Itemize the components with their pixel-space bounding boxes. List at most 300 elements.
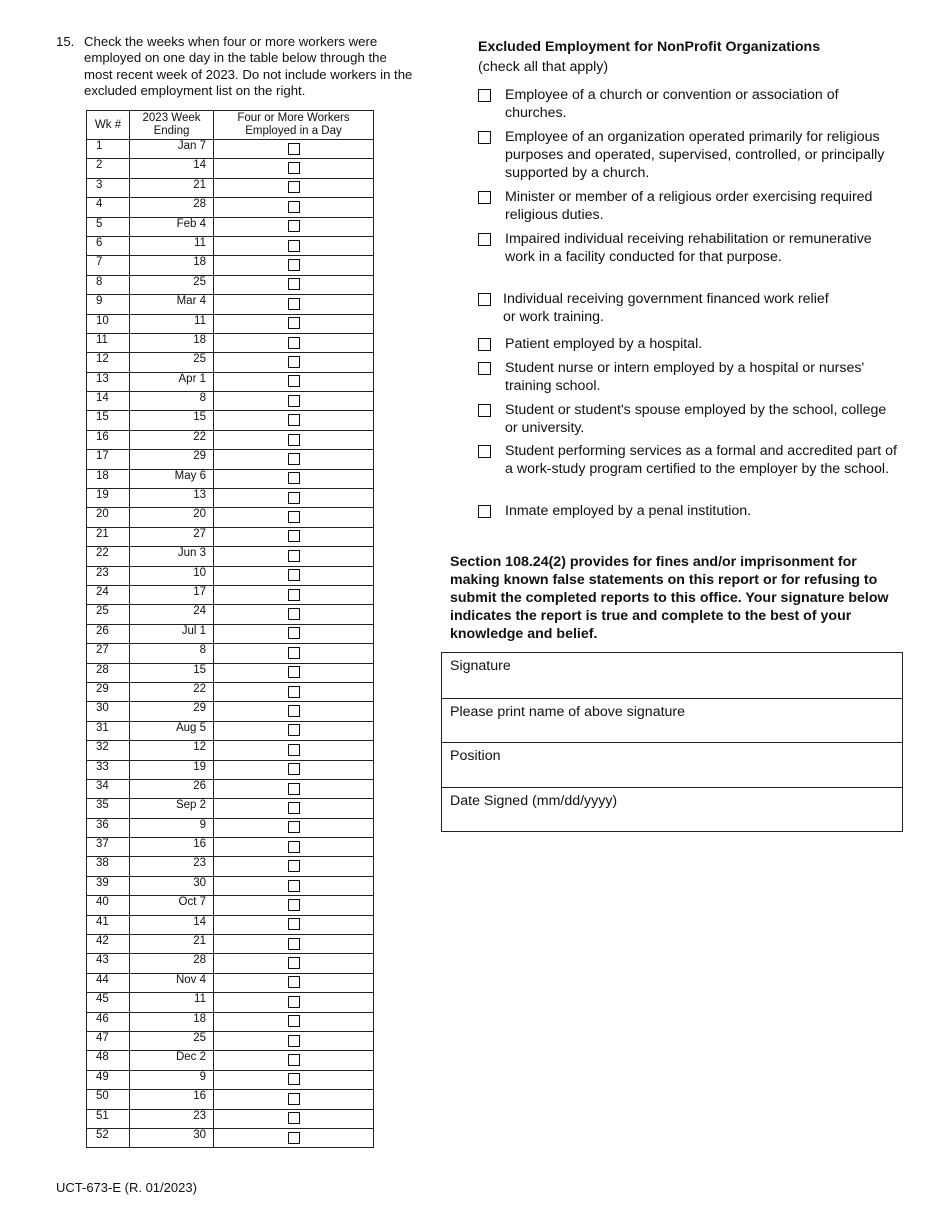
week-number: 28 — [87, 663, 130, 682]
week-number: 11 — [87, 333, 130, 352]
week-number: 4 — [87, 198, 130, 217]
week-ending-date: 12 — [130, 741, 214, 760]
week-ending-date: Nov 4 — [130, 973, 214, 992]
table-row — [87, 275, 374, 294]
week-checkbox-cell — [214, 295, 374, 314]
week-number: 10 — [87, 314, 130, 333]
week-checkbox-cell — [214, 198, 374, 217]
table-row — [87, 644, 374, 663]
week-checkbox-cell — [214, 333, 374, 352]
checkbox[interactable] — [288, 705, 300, 717]
table-row — [87, 857, 374, 876]
checkbox[interactable] — [288, 414, 300, 426]
week-number: 14 — [87, 392, 130, 411]
week-checkbox-cell — [214, 489, 374, 508]
week-number: 12 — [87, 353, 130, 372]
week-number: 18 — [87, 469, 130, 488]
week-ending-date: 19 — [130, 760, 214, 779]
week-checkbox-cell — [214, 896, 374, 915]
table-row — [87, 353, 374, 372]
signature-block — [441, 652, 903, 832]
table-row — [87, 702, 374, 721]
week-ending-date: 15 — [130, 411, 214, 430]
excluded-option-inmate — [478, 502, 898, 520]
week-checkbox-cell — [214, 721, 374, 740]
week-checkbox-cell — [214, 1090, 374, 1109]
week-ending-date: 14 — [130, 915, 214, 934]
week-number: 19 — [87, 489, 130, 508]
week-checkbox-cell — [214, 1109, 374, 1128]
week-checkbox-cell — [214, 450, 374, 469]
table-row — [87, 876, 374, 895]
excluded-employment-heading — [478, 38, 918, 76]
table-row — [87, 508, 374, 527]
week-ending-date: Oct 7 — [130, 896, 214, 915]
week-checkbox-cell — [214, 1070, 374, 1089]
week-number: 43 — [87, 954, 130, 973]
table-row — [87, 392, 374, 411]
week-checkbox-cell — [214, 547, 374, 566]
week-ending-date: 26 — [130, 779, 214, 798]
checkbox[interactable] — [478, 505, 491, 518]
week-ending-date: 9 — [130, 1070, 214, 1089]
week-number: 32 — [87, 741, 130, 760]
option-label: Student or student's spouse employed by the school, college or university. — [505, 402, 887, 436]
checkbox[interactable] — [288, 821, 300, 833]
option-label: Employee of an organization operated primarily for religious purposes and operated, supervised, controlled, or principally supported by a church. — [505, 129, 885, 181]
week-number: 35 — [87, 799, 130, 818]
checkbox[interactable] — [288, 162, 300, 174]
table-row — [87, 566, 374, 585]
checkbox[interactable] — [288, 802, 300, 814]
week-number: 6 — [87, 236, 130, 255]
checkbox[interactable] — [478, 293, 491, 306]
excluded-option-work-study — [478, 442, 898, 478]
week-checkbox-cell — [214, 935, 374, 954]
week-ending-date: 8 — [130, 392, 214, 411]
table-row — [87, 430, 374, 449]
checkbox[interactable] — [288, 1112, 300, 1124]
checkbox[interactable] — [288, 472, 300, 484]
checkbox[interactable] — [288, 181, 300, 193]
week-number: 13 — [87, 372, 130, 391]
table-row — [87, 682, 374, 701]
checkbox[interactable] — [288, 278, 300, 290]
week-ending-date: 10 — [130, 566, 214, 585]
week-number: 50 — [87, 1090, 130, 1109]
week-ending-date: 21 — [130, 178, 214, 197]
week-checkbox-cell — [214, 838, 374, 857]
checkbox[interactable] — [288, 453, 300, 465]
week-ending-date: Jul 1 — [130, 624, 214, 643]
table-row — [87, 469, 374, 488]
checkbox[interactable] — [478, 191, 491, 204]
checkbox[interactable] — [288, 608, 300, 620]
week-checkbox-cell — [214, 159, 374, 178]
week-checkbox-cell — [214, 915, 374, 934]
checkbox[interactable] — [288, 1015, 300, 1027]
week-checkbox-cell — [214, 799, 374, 818]
checkbox[interactable] — [478, 89, 491, 102]
week-number: 36 — [87, 818, 130, 837]
week-number: 29 — [87, 682, 130, 701]
week-checkbox-cell — [214, 1128, 374, 1147]
signature-field[interactable]: Signature — [450, 658, 511, 674]
week-checkbox-cell — [214, 392, 374, 411]
excluded-option-hospital-patient — [478, 335, 898, 353]
table-row — [87, 140, 374, 159]
week-ending-date: Jan 7 — [130, 140, 214, 159]
checkbox[interactable] — [288, 841, 300, 853]
week-number: 52 — [87, 1128, 130, 1147]
option-label: Student performing services as a formal and accredited part of a work-study program certified to the employer by the school. — [505, 443, 897, 477]
checkbox[interactable] — [288, 783, 300, 795]
week-ending-date: 17 — [130, 585, 214, 604]
table-row — [87, 1070, 374, 1089]
table-row — [87, 489, 374, 508]
checkbox[interactable] — [288, 627, 300, 639]
week-ending-date: 13 — [130, 489, 214, 508]
week-number: 20 — [87, 508, 130, 527]
week-number: 2 — [87, 159, 130, 178]
table-row — [87, 1012, 374, 1031]
week-checkbox-cell — [214, 256, 374, 275]
checkbox[interactable] — [288, 763, 300, 775]
table-row — [87, 527, 374, 546]
table-row — [87, 915, 374, 934]
week-checkbox-cell — [214, 469, 374, 488]
date-signed-field[interactable]: Date Signed (mm/dd/yyyy) — [442, 787, 902, 832]
week-number: 38 — [87, 857, 130, 876]
table-row — [87, 1128, 374, 1147]
week-checkbox-cell — [214, 682, 374, 701]
checkbox[interactable] — [288, 938, 300, 950]
week-number: 16 — [87, 430, 130, 449]
week-checkbox-cell — [214, 702, 374, 721]
excluded-title: Excluded Employment for NonProfit Organizations — [478, 39, 821, 55]
option-label: Employee of a church or convention or association of churches. — [505, 87, 839, 121]
table-row — [87, 799, 374, 818]
week-checkbox-cell — [214, 973, 374, 992]
week-ending-date: 23 — [130, 857, 214, 876]
table-row — [87, 217, 374, 236]
form-id-footer: UCT-673-E (R. 01/2023) — [56, 1180, 197, 1195]
checkbox[interactable] — [478, 338, 491, 351]
week-number: 23 — [87, 566, 130, 585]
checkbox[interactable] — [288, 337, 300, 349]
week-checkbox-cell — [214, 430, 374, 449]
week-ending-date: Sep 2 — [130, 799, 214, 818]
checkbox[interactable] — [288, 918, 300, 930]
checkbox[interactable] — [478, 233, 491, 246]
table-row — [87, 1031, 374, 1050]
week-number: 17 — [87, 450, 130, 469]
option-label: Minister or member of a religious order exercising required religious duties. — [505, 189, 873, 223]
week-number: 21 — [87, 527, 130, 546]
checkbox[interactable] — [288, 240, 300, 252]
excluded-subtitle: (check all that apply) — [478, 59, 609, 75]
checkbox[interactable] — [288, 395, 300, 407]
week-number: 40 — [87, 896, 130, 915]
excluded-option-religious-org — [478, 128, 898, 182]
week-number: 9 — [87, 295, 130, 314]
checkbox[interactable] — [288, 569, 300, 581]
checkbox[interactable] — [288, 724, 300, 736]
table-row — [87, 741, 374, 760]
option-label: Impaired individual receiving rehabilitation or remunerative work in a facility conducted for that purpose. — [505, 231, 872, 265]
week-checkbox-cell — [214, 954, 374, 973]
week-ending-date: 18 — [130, 333, 214, 352]
week-ending-date: 25 — [130, 275, 214, 294]
week-ending-date: 18 — [130, 1012, 214, 1031]
week-ending-date: 27 — [130, 527, 214, 546]
week-number: 25 — [87, 605, 130, 624]
week-ending-date: 24 — [130, 605, 214, 624]
week-checkbox-cell — [214, 217, 374, 236]
table-row — [87, 760, 374, 779]
checkbox[interactable] — [288, 1093, 300, 1105]
week-ending-date: 16 — [130, 1090, 214, 1109]
checkbox[interactable] — [288, 317, 300, 329]
table-row — [87, 896, 374, 915]
week-ending-date: Jun 3 — [130, 547, 214, 566]
week-ending-date: 25 — [130, 1031, 214, 1050]
excluded-option-work-relief — [478, 290, 838, 326]
checkbox[interactable] — [288, 1054, 300, 1066]
week-number: 37 — [87, 838, 130, 857]
table-row — [87, 838, 374, 857]
week-checkbox-cell — [214, 275, 374, 294]
header-wk: Wk # — [87, 111, 130, 140]
week-checkbox-cell — [214, 1051, 374, 1070]
table-row — [87, 993, 374, 1012]
week-checkbox-cell — [214, 663, 374, 682]
checkbox[interactable] — [478, 362, 491, 375]
checkbox[interactable] — [288, 259, 300, 271]
week-checkbox-cell — [214, 779, 374, 798]
checkbox[interactable] — [288, 1132, 300, 1144]
table-row — [87, 663, 374, 682]
week-checkbox-cell — [214, 818, 374, 837]
week-number: 42 — [87, 935, 130, 954]
legal-warning: Section 108.24(2) provides for fines and/or imprisonment for making known false statements on this report or for refusing to submit the completed reports to this office. Your signature below indicates the report is true and complete to the best of your knowledge and belief. — [450, 554, 889, 642]
week-number: 39 — [87, 876, 130, 895]
week-number: 49 — [87, 1070, 130, 1089]
header-week-ending: 2023 Week Ending — [130, 111, 214, 140]
week-checkbox-cell — [214, 508, 374, 527]
week-ending-date: Mar 4 — [130, 295, 214, 314]
week-number: 22 — [87, 547, 130, 566]
week-number: 34 — [87, 779, 130, 798]
week-number: 8 — [87, 275, 130, 294]
excluded-option-minister — [478, 188, 898, 224]
checkbox[interactable] — [288, 492, 300, 504]
week-checkbox-cell — [214, 566, 374, 585]
table-row — [87, 314, 374, 333]
week-number: 47 — [87, 1031, 130, 1050]
table-row — [87, 1109, 374, 1128]
checkbox[interactable] — [288, 1035, 300, 1047]
week-number: 3 — [87, 178, 130, 197]
table-row — [87, 411, 374, 430]
week-checkbox-cell — [214, 624, 374, 643]
table-row — [87, 585, 374, 604]
excluded-option-student-nurse — [478, 359, 868, 395]
question-text: Check the weeks when four or more workers were employed on one day in the table below through the most recent week of 2023. Do not include workers in the excluded employment list on the right. — [84, 34, 413, 99]
week-ending-date: 9 — [130, 818, 214, 837]
table-row — [87, 605, 374, 624]
checkbox[interactable] — [288, 220, 300, 232]
checkbox[interactable] — [478, 404, 491, 417]
week-number: 31 — [87, 721, 130, 740]
week-ending-date: 11 — [130, 993, 214, 1012]
week-ending-date: 21 — [130, 935, 214, 954]
checkbox[interactable] — [288, 143, 300, 155]
week-number: 46 — [87, 1012, 130, 1031]
week-ending-date: Aug 5 — [130, 721, 214, 740]
checkbox[interactable] — [288, 899, 300, 911]
week-number: 51 — [87, 1109, 130, 1128]
week-checkbox-cell — [214, 760, 374, 779]
checkbox[interactable] — [288, 530, 300, 542]
week-number: 1 — [87, 140, 130, 159]
printed-name-field[interactable]: Please print name of above signature — [442, 698, 902, 743]
week-ending-date: 22 — [130, 430, 214, 449]
week-number: 33 — [87, 760, 130, 779]
week-ending-date: 29 — [130, 702, 214, 721]
week-ending-date: 23 — [130, 1109, 214, 1128]
week-ending-date: 16 — [130, 838, 214, 857]
week-checkbox-cell — [214, 857, 374, 876]
checkbox[interactable] — [288, 511, 300, 523]
table-row — [87, 954, 374, 973]
table-row — [87, 159, 374, 178]
checkbox[interactable] — [288, 957, 300, 969]
week-ending-date: 18 — [130, 256, 214, 275]
table-row — [87, 547, 374, 566]
checkbox[interactable] — [288, 298, 300, 310]
table-row — [87, 1051, 374, 1070]
weeks-table — [86, 110, 374, 1148]
week-checkbox-cell — [214, 411, 374, 430]
checkbox[interactable] — [288, 666, 300, 678]
question-number: 15. — [56, 34, 75, 49]
week-ending-date: Dec 2 — [130, 1051, 214, 1070]
table-row — [87, 779, 374, 798]
checkbox[interactable] — [288, 1073, 300, 1085]
week-checkbox-cell — [214, 178, 374, 197]
week-number: 41 — [87, 915, 130, 934]
checkbox[interactable] — [288, 880, 300, 892]
table-row — [87, 935, 374, 954]
excluded-option-student-spouse — [478, 401, 888, 437]
checkbox[interactable] — [478, 131, 491, 144]
week-checkbox-cell — [214, 741, 374, 760]
checkbox[interactable] — [288, 550, 300, 562]
week-number: 44 — [87, 973, 130, 992]
weeks-table-header — [87, 111, 374, 140]
week-ending-date: 11 — [130, 236, 214, 255]
table-row — [87, 1090, 374, 1109]
table-row — [87, 450, 374, 469]
checkbox[interactable] — [288, 356, 300, 368]
checkbox[interactable] — [288, 976, 300, 988]
table-row — [87, 256, 374, 275]
week-number: 7 — [87, 256, 130, 275]
option-label: Student nurse or intern employed by a hospital or nurses' training school. — [505, 360, 865, 394]
checkbox[interactable] — [288, 744, 300, 756]
table-row — [87, 818, 374, 837]
week-ending-date: 30 — [130, 1128, 214, 1147]
table-row — [87, 333, 374, 352]
week-number: 5 — [87, 217, 130, 236]
header-four-or-more: Four or More Workers Employed in a Day — [214, 111, 374, 140]
week-number: 24 — [87, 585, 130, 604]
table-row — [87, 236, 374, 255]
table-row — [87, 178, 374, 197]
week-checkbox-cell — [214, 353, 374, 372]
checkbox[interactable] — [288, 375, 300, 387]
option-label: Patient employed by a hospital. — [505, 336, 703, 352]
checkbox[interactable] — [288, 434, 300, 446]
week-number: 30 — [87, 702, 130, 721]
checkbox[interactable] — [478, 445, 491, 458]
question-15 — [56, 34, 416, 100]
week-ending-date: 14 — [130, 159, 214, 178]
week-checkbox-cell — [214, 372, 374, 391]
position-field[interactable]: Position — [442, 742, 902, 787]
week-ending-date: 29 — [130, 450, 214, 469]
week-number: 26 — [87, 624, 130, 643]
week-checkbox-cell — [214, 585, 374, 604]
week-ending-date: 22 — [130, 682, 214, 701]
week-ending-date: May 6 — [130, 469, 214, 488]
week-checkbox-cell — [214, 993, 374, 1012]
week-ending-date: 11 — [130, 314, 214, 333]
week-ending-date: 15 — [130, 663, 214, 682]
checkbox[interactable] — [288, 589, 300, 601]
table-row — [87, 372, 374, 391]
table-row — [87, 295, 374, 314]
excluded-option-church-employee — [478, 86, 898, 122]
week-ending-date: Feb 4 — [130, 217, 214, 236]
checkbox[interactable] — [288, 686, 300, 698]
table-row — [87, 973, 374, 992]
checkbox[interactable] — [288, 201, 300, 213]
checkbox[interactable] — [288, 647, 300, 659]
week-number: 48 — [87, 1051, 130, 1070]
week-ending-date: 28 — [130, 198, 214, 217]
table-row — [87, 624, 374, 643]
week-checkbox-cell — [214, 605, 374, 624]
week-ending-date: 20 — [130, 508, 214, 527]
checkbox[interactable] — [288, 860, 300, 872]
week-ending-date: 8 — [130, 644, 214, 663]
week-checkbox-cell — [214, 140, 374, 159]
table-row — [87, 198, 374, 217]
option-label: Individual receiving government financed work relief or work training. — [503, 291, 829, 325]
week-checkbox-cell — [214, 1012, 374, 1031]
week-number: 27 — [87, 644, 130, 663]
option-label: Inmate employed by a penal institution. — [505, 503, 752, 519]
checkbox[interactable] — [288, 996, 300, 1008]
week-checkbox-cell — [214, 314, 374, 333]
weeks-table-body — [87, 140, 374, 1148]
table-row — [87, 721, 374, 740]
week-number: 15 — [87, 411, 130, 430]
week-checkbox-cell — [214, 527, 374, 546]
week-ending-date: 30 — [130, 876, 214, 895]
